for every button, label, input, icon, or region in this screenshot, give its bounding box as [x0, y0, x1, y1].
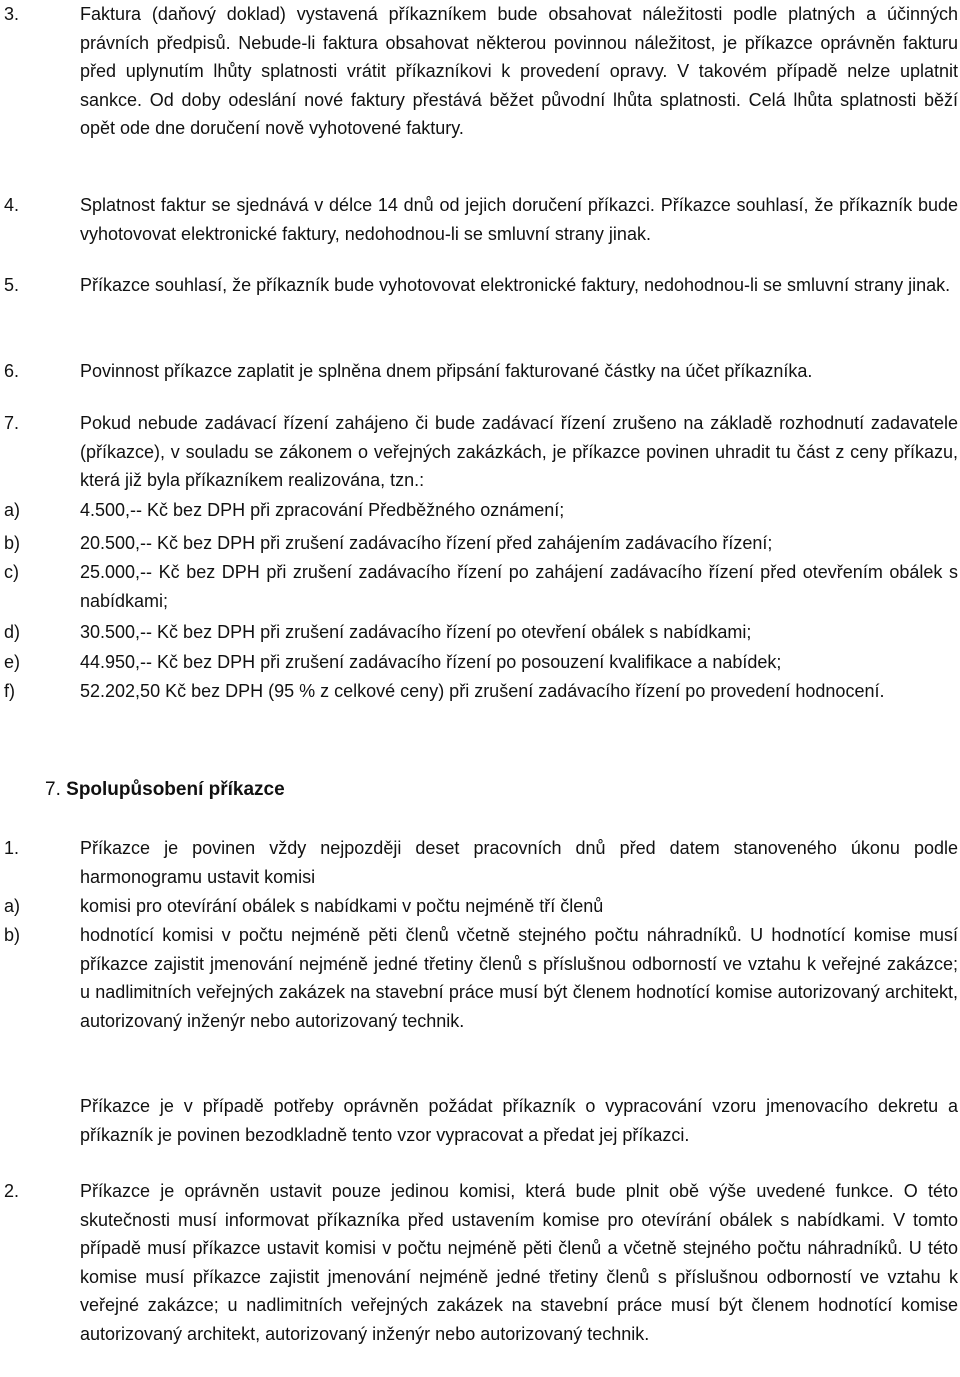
item-letter: a) — [4, 500, 21, 520]
item-number: 6. — [4, 361, 20, 381]
item-letter: c) — [4, 562, 19, 582]
item-text: 25.000,-- Kč bez DPH při zrušení zadávacího řízení po zahájení zadávacího řízení před otevřením obálek s nabídkami; — [80, 562, 958, 611]
item-number: 3. — [4, 4, 20, 24]
item-text: Povinnost příkazce zaplatit je splněna dnem připsání fakturované částky na účet příkazníka. — [80, 361, 813, 381]
item-text: Faktura (daňový doklad) vystavená příkazníkem bude obsahovat náležitosti podle platných a účinných právních předpisů. Nebude-li faktura obsahovat některou povinnou náležitost, je příkazce oprávněn fakturu před uplynutím lhůty splatnosti vrátit příkazníkovi k provedení opravy. V takovém případě nelze uplatnit sankce. Od doby odeslání nové faktury přestává běžet původní lhůta splatnosti. Celá lhůta splatnosti běží opět ode dne doručení nově vyhotovené faktury. — [80, 4, 958, 138]
item-text: 4.500,-- Kč bez DPH při zpracování Předběžného oznámení; — [80, 500, 565, 520]
paragraph-text: Příkazce je v případě potřeby oprávněn požádat příkazník o vypracování vzoru jmenovacího dekretu a příkazník je povinen bezodkladně tento vzor vypracovat a předat jej příkazci. — [80, 1096, 958, 1145]
item-letter: b) — [4, 533, 21, 553]
item-text: komisi pro otevírání obálek s nabídkami v počtu nejméně tří členů — [80, 896, 604, 916]
section-heading — [45, 776, 285, 804]
item-letter: a) — [4, 896, 21, 916]
section-number: 7. — [45, 779, 61, 800]
item-text: 44.950,-- Kč bez DPH při zrušení zadávacího řízení po posouzení kvalifikace a nabídek; — [80, 652, 782, 672]
item-text: Příkazce je oprávněn ustavit pouze jedinou komisi, která bude plnit obě výše uvedené funkce. O této skutečnosti musí informovat příkazníka před ustavením komise pro otevírání obálek s nabídkami. V tomto případě musí příkazce ustavit komisi v počtu nejméně pěti členů a včetně stejného počtu náhradníků. U této komise musí příkazce zajistit jmenování nejméně jedné třetiny členů s příslušnou odborností ve vztahu k veřejné zakázce; u nadlimitních veřejných zakázek na stavební práce musí být členem hodnotící komise autorizovaný architekt, autorizovaný inženýr nebo autorizovaný technik. — [80, 1181, 958, 1344]
item-text: Pokud nebude zadávací řízení zahájeno či bude zadávací řízení zrušeno na základě rozhodnutí zadavatele (příkazce), v souladu se zákonem o veřejných zakázkách, je příkazce povinen uhradit tu část z ceny příkazu, která již byla příkazníkem realizována, tzn.: — [80, 413, 958, 490]
item-text: Příkazce souhlasí, že příkazník bude vyhotovovat elektronické faktury, nedohodnou-li se smluvní strany jinak. — [80, 275, 951, 295]
item-text: hodnotící komisi v počtu nejméně pěti členů včetně stejného počtu náhradníků. U hodnotící komise musí příkazce zajistit jmenování nejméně jedné třetiny členů s příslušnou odborností ve vztahu k veřejné zakázce; u nadlimitních veřejných zakázek na stavební práce musí být členem hodnotící komise autorizovaný architekt, autorizovaný inženýr nebo autorizovaný technik. — [80, 925, 958, 1031]
section-title-text: Spolupůsobení příkazce — [66, 779, 285, 800]
item-number: 7. — [4, 413, 20, 433]
item-text: Příkazce je povinen vždy nejpozději deset pracovních dnů před datem stanoveného úkonu podle harmonogramu ustavit komisi — [80, 838, 958, 887]
item-text: Splatnost faktur se sjednává v délce 14 dnů od jejich doručení příkazci. Příkazce souhlasí, že příkazník bude vyhotovovat elektronické faktury, nedohodnou-li se smluvní strany jinak. — [80, 195, 958, 244]
item-number: 4. — [4, 195, 20, 215]
item-letter: d) — [4, 622, 21, 642]
item-number: 5. — [4, 275, 20, 295]
item-text: 52.202,50 Kč bez DPH (95 % z celkové ceny) při zrušení zadávacího řízení po provedení hodnocení. — [80, 681, 885, 701]
item-text: 20.500,-- Kč bez DPH při zrušení zadávacího řízení před zahájením zadávacího řízení; — [80, 533, 773, 553]
item-text: 30.500,-- Kč bez DPH při zrušení zadávacího řízení po otevření obálek s nabídkami; — [80, 622, 752, 642]
item-number: 1. — [4, 838, 20, 858]
item-letter: f) — [4, 681, 15, 701]
item-letter: e) — [4, 652, 21, 672]
item-letter: b) — [4, 925, 21, 945]
item-number: 2. — [4, 1181, 20, 1201]
